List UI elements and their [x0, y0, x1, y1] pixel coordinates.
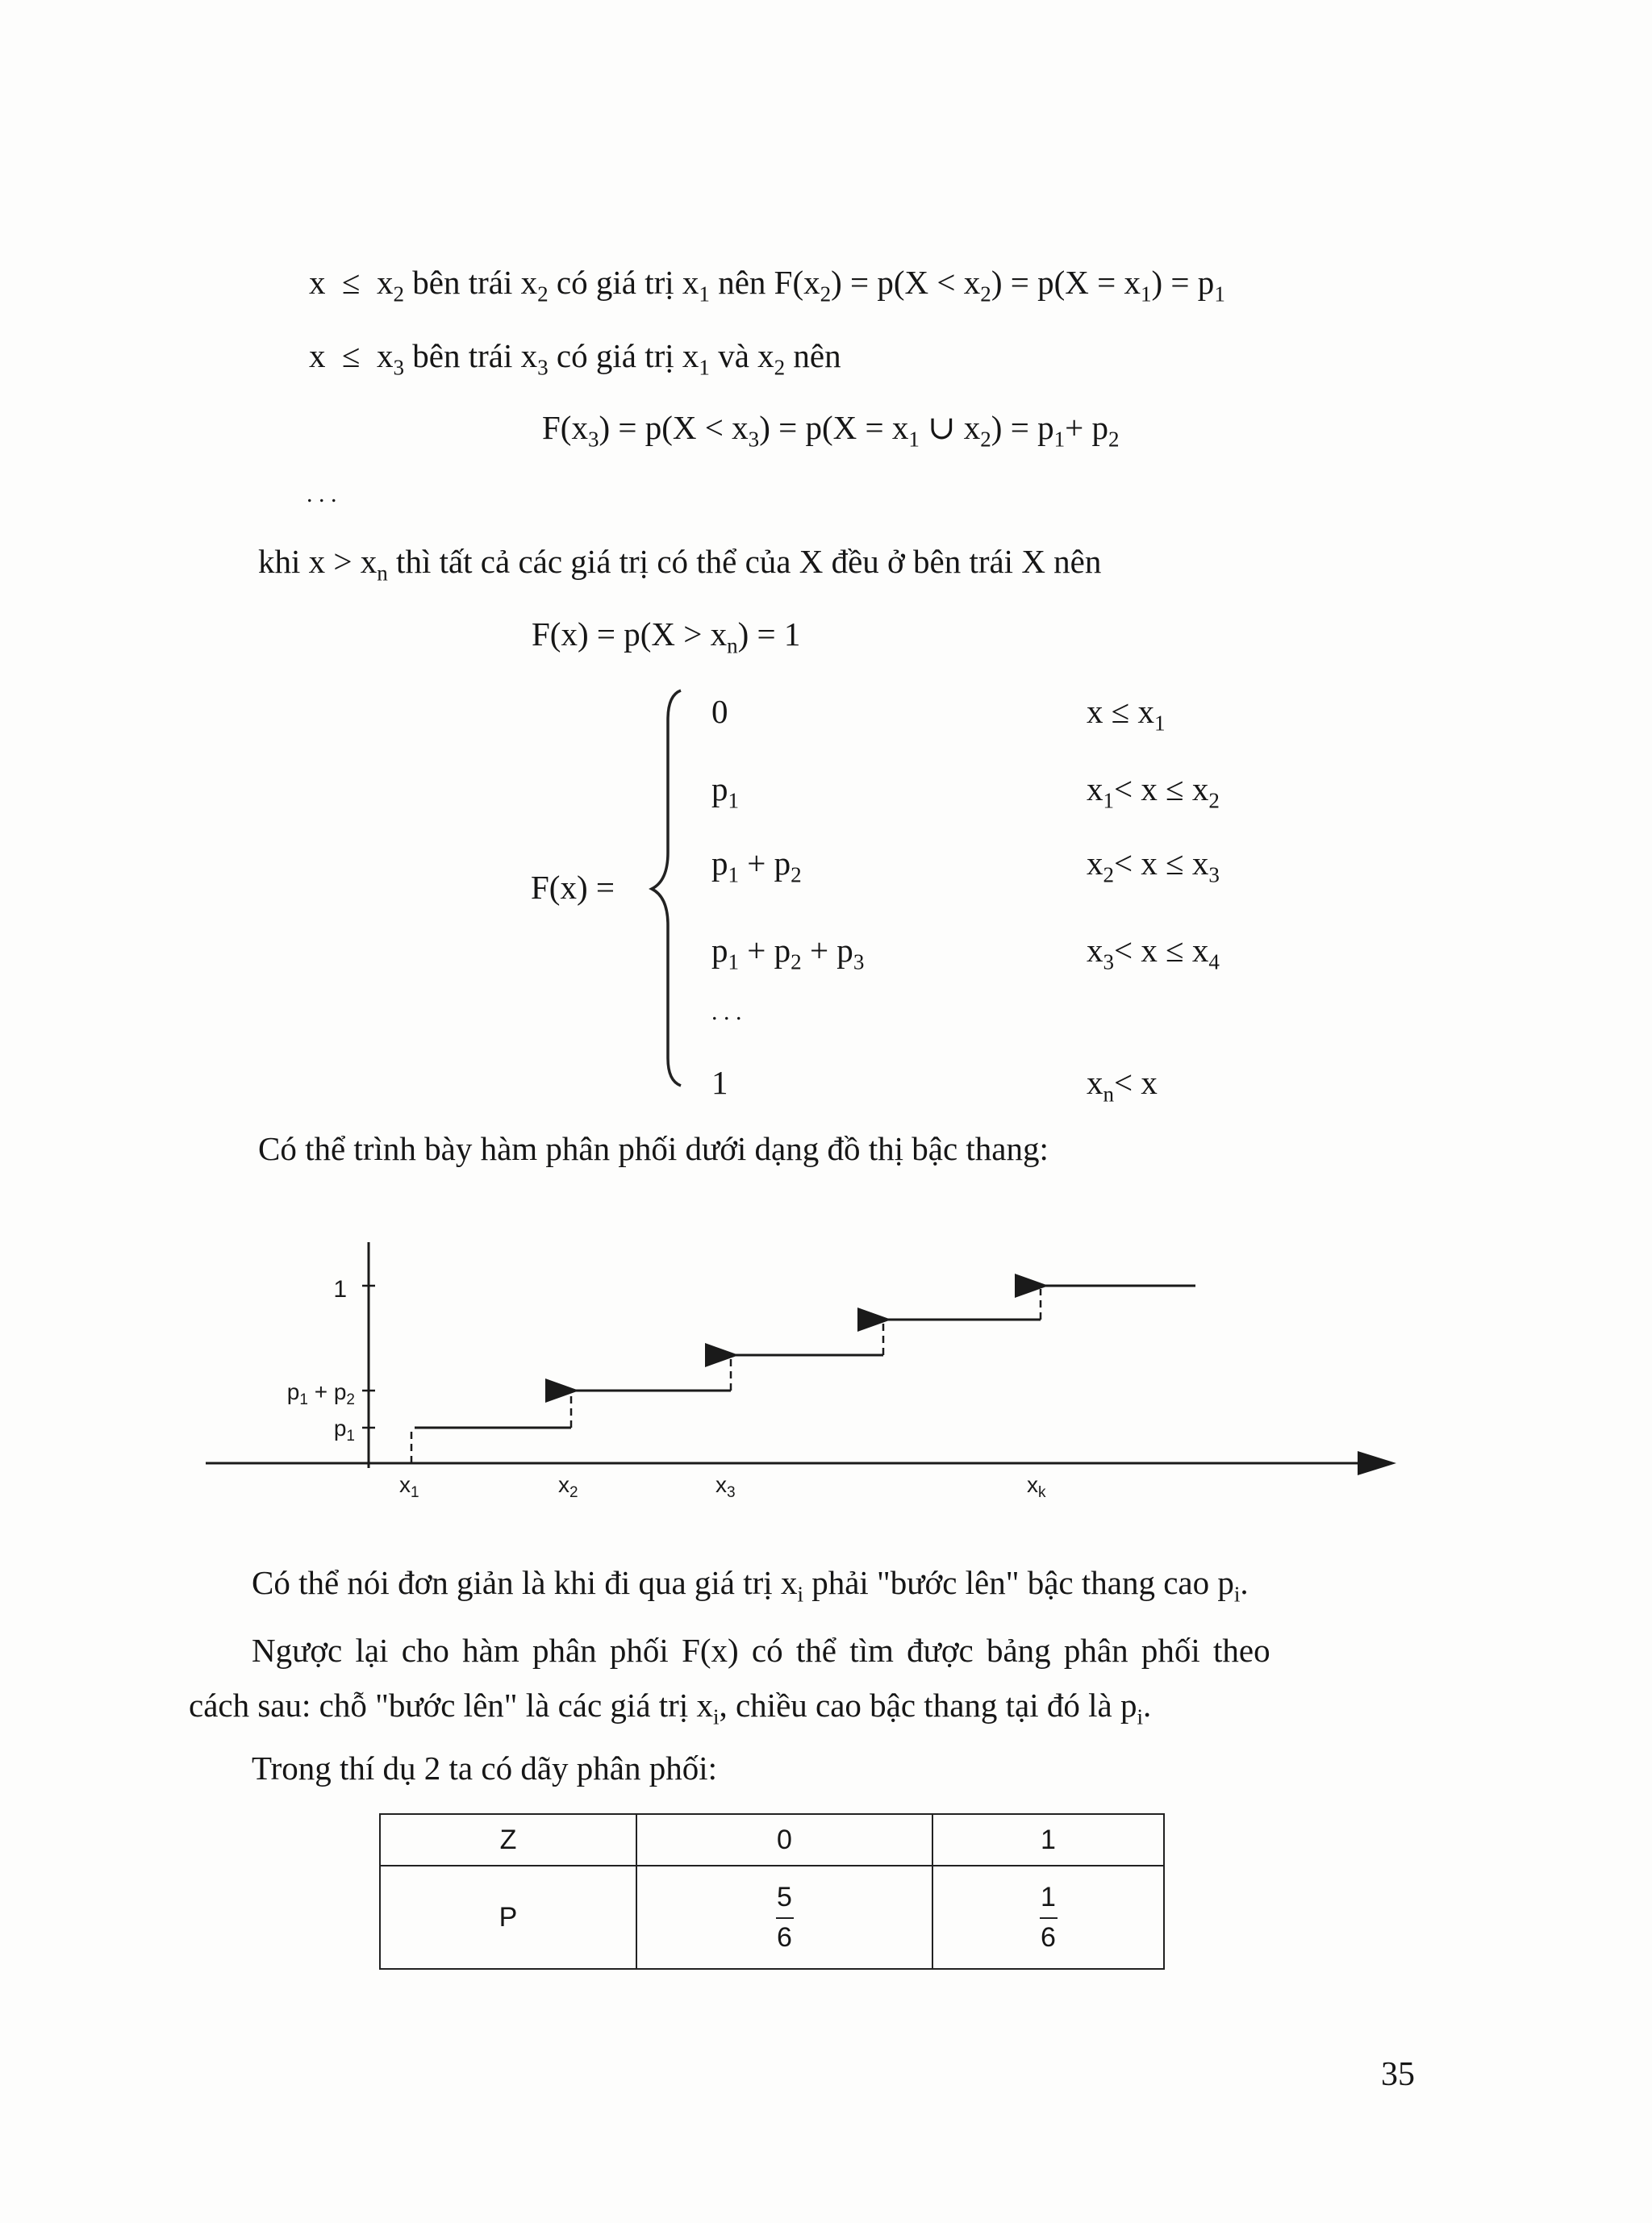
equation-line-3: $F(x_3) = p(X < x_3) = p(X = x_1$ ∪ $x_2) = p_1+ p_2$ — [542, 409, 1120, 452]
piecewise-cond-6: $x_n< x$ — [1087, 1064, 1158, 1107]
piecewise-lhs: F(x) = — [531, 869, 615, 906]
piecewise-brace — [642, 687, 690, 1091]
equation-line-5: $F(x) = p(X > x_n) = 1$ — [532, 615, 801, 658]
x-label-1: $x_1$ — [399, 1472, 419, 1501]
piecewise-cond-3: $x_2< x \le x_3$ — [1087, 845, 1220, 887]
x-label-3: $x_3$ — [715, 1472, 736, 1501]
paragraph-khi: khi $x > x_n$ thì tất cả các giá trị có thể của X đều ở bên trái X nên — [258, 543, 1102, 586]
page-number: 35 — [1381, 2056, 1415, 2093]
table-row — [380, 1866, 1164, 1969]
piecewise-value-2: $p_1$ — [711, 770, 740, 813]
piecewise-value-4: $p_1 + p_2 + p_3$ — [711, 932, 865, 974]
stair-intro: Có thể trình bày hàm phân phối dưới dạng đồ thị bậc thang: — [258, 1130, 1049, 1167]
piecewise-cond-2: $x_1< x \le x_2$ — [1087, 770, 1220, 813]
paragraph-reverse-line-1: Ngược lại cho hàm phân phối F(x) có thể tìm được bảng phân phối theo — [252, 1632, 1270, 1669]
y-label-1: 1 — [333, 1276, 347, 1303]
table-cell: $\frac{5}{6}$ — [636, 1866, 932, 1969]
y-label-p1p2: $p_1 + p_2$ — [286, 1379, 355, 1408]
table-row — [380, 1814, 1164, 1866]
table-header-cell: 0 — [636, 1814, 932, 1866]
table-row-label: P — [380, 1866, 636, 1969]
y-label-p1: $p_1$ — [333, 1416, 355, 1445]
equation-line-1: $x \le x_2$ bên trái $x_2$ có giá trị $x_1$ nên $F(x_2) = p(X < x_2) = p(X = x_1) = p_1$ — [309, 264, 1225, 307]
table-header-cell: Z — [380, 1814, 636, 1866]
piecewise-value-5: . . . — [711, 999, 742, 1025]
ellipsis-1: . . . — [307, 481, 337, 507]
piecewise-cond-1: $x \le x_1$ — [1087, 693, 1166, 736]
x-label-2: $x_2$ — [558, 1472, 578, 1501]
distribution-table — [379, 1813, 1165, 1970]
paragraph-step-up: Có thể nói đơn giản là khi đi qua giá trị $x_i$ phải "bước lên" bậc thang cao $p_i$. — [252, 1564, 1249, 1607]
paragraph-reverse-line-2: cách sau: chỗ "bước lên" là các giá trị $x_i$, chiều cao bậc thang tại đó là $p_i$. — [189, 1687, 1152, 1729]
piecewise-value-1: 0 — [711, 693, 728, 730]
x-label-k: $x_k$ — [1027, 1472, 1046, 1501]
piecewise-value-3: $p_1 + p_2$ — [711, 845, 802, 887]
table-header-cell: 1 — [932, 1814, 1164, 1866]
piecewise-value-6: 1 — [711, 1064, 728, 1101]
step-chart — [186, 1226, 1637, 1501]
equation-line-2: $x \le x_3$ bên trái $x_3$ có giá trị $x_1$ và $x_2$ nên — [309, 337, 841, 380]
piecewise-cond-4: $x_3< x \le x_4$ — [1087, 932, 1220, 974]
paragraph-example: Trong thí dụ 2 ta có dãy phân phối: — [252, 1750, 718, 1787]
table-cell: $\frac{1}{6}$ — [932, 1866, 1164, 1969]
